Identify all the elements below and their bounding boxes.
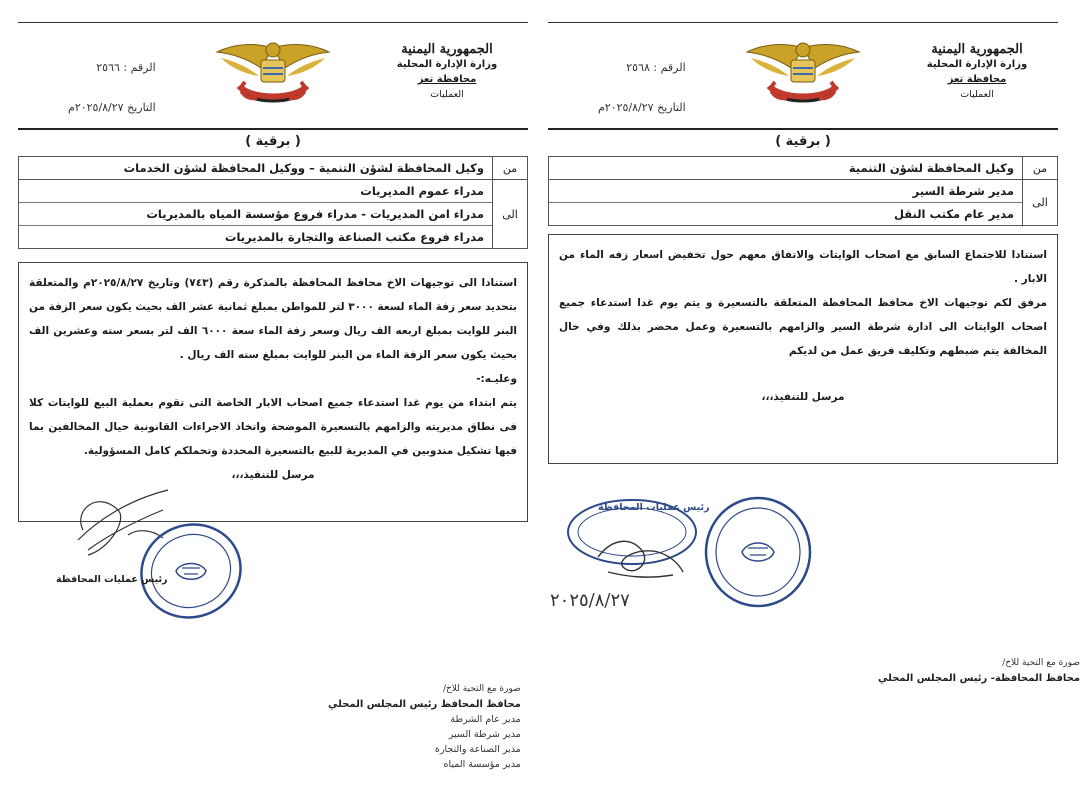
header-bottom-rule <box>548 128 1058 130</box>
body-paragraph: وعليـه:- <box>476 373 517 385</box>
country-name: الجمهورية اليمنية <box>931 42 1023 57</box>
reference-block <box>68 48 156 128</box>
reference-number: الرقم : ٢٥٦٦ <box>96 61 156 74</box>
cc-item: مدير الصناعة والتجارة <box>434 744 521 755</box>
issuing-authority <box>372 42 522 102</box>
cc-item: محافظ المحافظ رئيس المجلس المحلي <box>328 699 521 710</box>
reference-number: الرقم : ٢٥٦٨ <box>626 61 686 74</box>
carbon-copy-list <box>878 656 1080 686</box>
cc-item: مدير مؤسسة المياه <box>443 759 521 770</box>
from-row <box>549 157 1057 180</box>
carbon-copy-list <box>328 682 521 772</box>
to-row <box>19 180 527 248</box>
handwritten-signature-icon <box>588 517 688 587</box>
document-date: التاريخ ٢٠٢٥/٨/٢٧م <box>598 101 686 114</box>
from-value: وكيل المحافظة لشؤن التنمية – ووكيل المحافظة لشؤن الخدمات <box>123 161 484 175</box>
to-label: الى <box>492 180 527 248</box>
letterhead <box>18 26 528 126</box>
message-body <box>548 234 1058 464</box>
body-paragraph: استنادا للاجتماع السابق مع اصحاب الوايتات والاتفاق معهم حول تخفيض اسعار زفه الماء من الابار . <box>559 249 1047 285</box>
to-recipient: مدير عام مكتب النقل <box>893 207 1014 221</box>
signatory-title: رئيس عمليات المحافظة <box>598 502 710 513</box>
header-top-rule <box>18 22 528 23</box>
telegram-label: ( برقية ) <box>775 134 831 149</box>
yemen-eagle-emblem-icon <box>215 38 331 108</box>
cc-item: مدير شرطة السير <box>448 729 521 740</box>
cc-title: صورة مع التحية للاخ/ <box>442 684 521 694</box>
department-name: العمليات <box>430 89 464 100</box>
from-label: من <box>1022 157 1057 179</box>
issuing-authority <box>902 42 1052 102</box>
header-bottom-rule <box>18 128 528 130</box>
to-row <box>549 180 1057 225</box>
yemen-eagle-emblem-icon <box>745 38 861 108</box>
telegram-label: ( برقية ) <box>245 134 301 149</box>
ministry-name: وزارة الإدارة المحلية <box>926 59 1028 70</box>
send-for-execution: مرسل للتنفيذ،،، <box>761 391 845 403</box>
to-recipient: مدراء عموم المديريات <box>19 180 492 203</box>
cc-title: صورة مع التحية للاخ/ <box>1002 658 1080 668</box>
from-row <box>19 157 527 180</box>
reference-block <box>598 48 686 128</box>
send-for-execution: مرسل للتنفيذ،،، <box>231 469 315 481</box>
handwritten-date: ٢٠٢٥/٨/٢٧ <box>550 590 630 611</box>
address-table <box>548 156 1058 226</box>
from-value: وكيل المحافظة لشؤن التنمية <box>848 161 1014 175</box>
address-table <box>18 156 528 249</box>
cc-item: محافظ المحافظة- رئيس المجلس المحلي <box>878 673 1080 684</box>
ministry-name: وزارة الإدارة المحلية <box>396 59 498 70</box>
to-label: الى <box>1022 180 1057 225</box>
governorate-name: محافظة تعز <box>417 74 477 85</box>
official-seal-icon <box>136 516 246 626</box>
body-paragraph: مرفق لكم توجيهات الاخ محافظ المحافظة المتعلقة بالتسعيرة و يتم يوم غدا استدعاء جميع اصحاب الوايتات الى ادارة شرطة السير والزامهم بالتسعيرة وعمل محضر بذلك وفي حال المخالفة يتم ضبطهم وتكليف فريق عمل من لديكم <box>559 297 1047 357</box>
header-top-rule <box>548 22 1058 23</box>
official-seal-icon <box>700 492 816 612</box>
document-date: التاريخ ٢٠٢٥/٨/٢٧م <box>68 101 156 114</box>
telegram-document-right <box>548 22 1080 802</box>
telegram-document-left <box>18 22 528 802</box>
department-name: العمليات <box>960 89 994 100</box>
governorate-name: محافظة تعز <box>947 74 1007 85</box>
to-recipient: مدراء امن المديريات - مدراء فروع مؤسسة المياه بالمديريات <box>19 203 492 226</box>
letterhead <box>548 26 1058 126</box>
to-recipient: مدراء فروع مكتب الصناعة والتجارة بالمديريات <box>224 230 484 244</box>
signatory-title: رئيس عمليات المحافظة <box>56 574 168 585</box>
to-recipient: مدير شرطة السير <box>549 180 1022 203</box>
cc-item: مدير عام الشرطة <box>450 714 521 725</box>
body-paragraph: يتم ابتداء من يوم غدا استدعاء جميع اصحاب الابار الخاصة التى تقوم بعملية البيع للوايتات كلا فى نطاق مديريته والزامهم بالتسعيرة الموضحة واتخاذ الاجراءات القانونية حيال المخالفين بما فيها تشكيل مندوبين في المديرية للبيع بالتسعيرة المحددة وتحملكم كامل المسؤولية. <box>29 397 517 457</box>
from-label: من <box>492 157 527 179</box>
country-name: الجمهورية اليمنية <box>401 42 493 57</box>
body-paragraph: استنادا الى توجيهات الاخ محافظ المحافظة بالمذكرة رقم (٧٤٣) وتاريخ ٢٠٢٥/٨/٢٧م والمتعلقة بتحديد سعر زفة الماء لسعة ٣٠٠٠ لتر للمواطن بمبلغ ثمانية عشر الف بحيث يكون سعر الزفة من البنر للوايت بمبلغ اربعه الف ريال وسعر زفة الماء سعة ٦٠٠٠ الف لتر بسعر سته وعشرين الف بحيث يكون سعر الزفة الماء من البنر للوايت بمبلغ سته الف ريال . <box>29 277 517 361</box>
